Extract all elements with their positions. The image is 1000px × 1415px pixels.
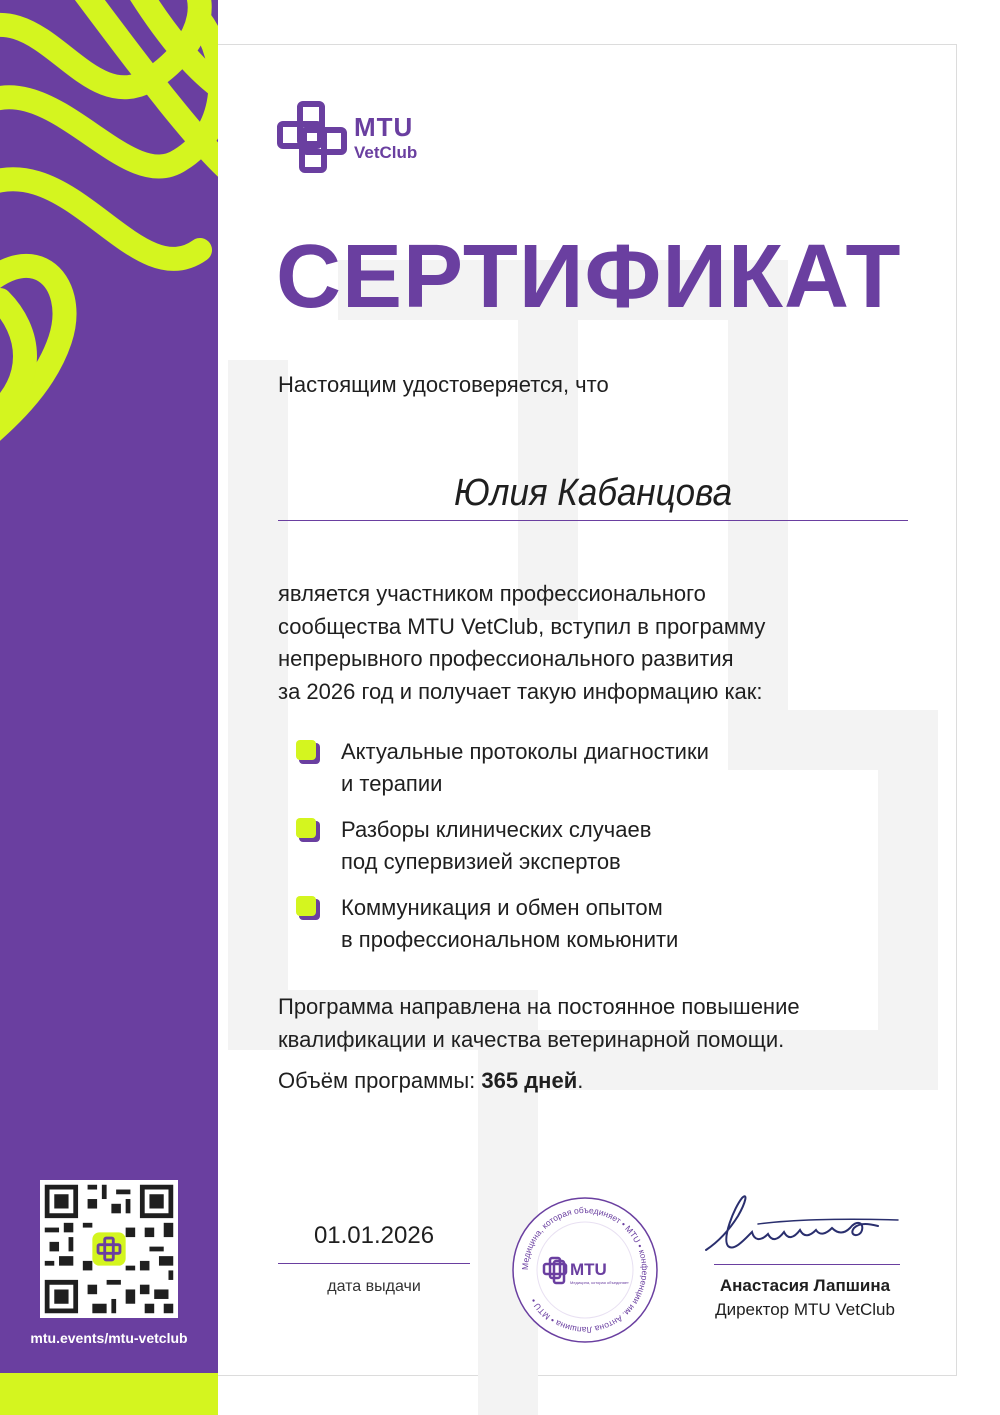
volume-label: Объём программы: [278, 1068, 476, 1093]
stamp-center-text: MTU [570, 1260, 607, 1279]
program-line: Программа направлена на постоянное повышение [278, 994, 800, 1019]
date-underline [278, 1263, 470, 1264]
program-line: квалификации и качества ветеринарной помощи. [278, 1027, 785, 1052]
signature [698, 1180, 908, 1260]
brand-logo [276, 100, 417, 174]
list-item-line: под супервизией экспертов [341, 849, 621, 874]
stamp-center-subtext: Медицина, которая объединяет [570, 1280, 629, 1285]
program-description [278, 990, 938, 1056]
body-line: за 2026 год и получает такую информацию как: [278, 678, 763, 704]
mtu-cross-logo-icon [276, 100, 348, 174]
signer-name: Анастасия Лапшина [719, 1276, 891, 1295]
decorative-wave-pattern [0, 0, 218, 480]
signature-line [714, 1264, 900, 1265]
brand-name: MTU [354, 111, 414, 142]
intro-text: Настоящим удостоверяется, что [278, 372, 609, 397]
bullet-square-icon [296, 740, 320, 764]
body-line: является участником профессионального [278, 581, 706, 606]
list-item-line: в профессиональном комьюнити [341, 927, 679, 952]
body-paragraph [278, 578, 918, 708]
qr-url[interactable]: mtu.events/mtu-vetclub [30, 1330, 188, 1346]
topics-list [296, 736, 916, 970]
volume-value: 365 дней [481, 1068, 578, 1093]
issue-date: 01.01.2026 [313, 1222, 435, 1249]
stamp-ring-text: Медицина, которая объединяет • MTU • конференции им. Антона Лапшина • MTU • [519, 1204, 651, 1336]
body-line: непрерывного профессионального развития [278, 646, 734, 671]
list-item [296, 736, 916, 814]
bullet-square-icon [296, 818, 320, 842]
list-item [296, 892, 916, 970]
list-item [296, 814, 916, 892]
program-volume [278, 1068, 583, 1094]
official-stamp [510, 1195, 660, 1345]
list-item-line: Актуальные протоколы диагностики [341, 739, 709, 764]
bullet-square-icon [296, 896, 320, 920]
signer-role: Директор MTU VetClub [715, 1300, 895, 1319]
qr-code-icon [40, 1180, 178, 1318]
list-item-line: Коммуникация и обмен опытом [341, 895, 663, 920]
body-line: сообщества MTU VetClub, вступил в программу [278, 613, 766, 639]
qr-code[interactable] [40, 1180, 178, 1318]
certificate-title: СЕРТИФИКАТ [276, 227, 902, 327]
recipient-name: Юлия Кабанцова [453, 472, 733, 514]
volume-end: . [577, 1068, 584, 1093]
recipient-underline [278, 520, 908, 521]
brand-subname: VetClub [354, 142, 418, 162]
lime-bottom-strip [0, 1373, 218, 1415]
list-item-line: Разборы клинических случаев [341, 817, 652, 842]
list-item-line: и терапии [341, 771, 443, 796]
issue-date-label: дата выдачи [327, 1278, 421, 1295]
